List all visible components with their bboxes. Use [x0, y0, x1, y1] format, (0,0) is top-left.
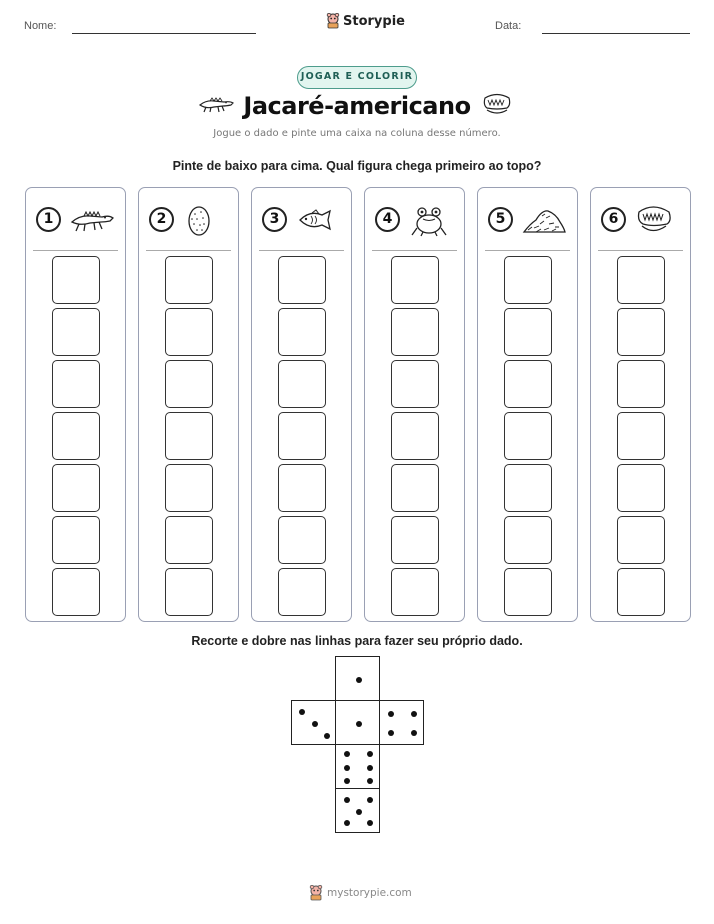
color-box[interactable]: [617, 256, 665, 304]
column-number: 3: [262, 207, 287, 232]
color-box[interactable]: [52, 568, 100, 616]
page-subtitle: Jogue o dado e pinte uma caixa na coluna desse número.: [213, 128, 501, 139]
column-divider: [259, 250, 344, 251]
die-pip: [356, 809, 362, 815]
column-5: [477, 187, 578, 622]
color-box[interactable]: [278, 568, 326, 616]
name-label: Nome:: [24, 20, 57, 32]
die-pip: [344, 765, 350, 771]
column-number: 6: [601, 207, 626, 232]
die-pip: [344, 797, 350, 803]
die-face-top: [335, 656, 380, 701]
column-4: [364, 187, 465, 622]
columns-grid: [25, 187, 691, 622]
jaws-icon: [482, 92, 512, 118]
color-box[interactable]: [391, 360, 439, 408]
column-divider: [372, 250, 457, 251]
color-box[interactable]: [391, 568, 439, 616]
name-line: [72, 33, 256, 34]
column-number: 1: [36, 207, 61, 232]
color-box[interactable]: [52, 412, 100, 460]
die-pip: [312, 721, 318, 727]
die-pip: [367, 751, 373, 757]
die-pip: [324, 733, 330, 739]
column-number: 5: [488, 207, 513, 232]
page-title: Jacaré-americano: [243, 92, 471, 120]
color-box[interactable]: [52, 360, 100, 408]
column-3: [251, 187, 352, 622]
color-box[interactable]: [278, 256, 326, 304]
die-pip: [344, 751, 350, 757]
color-box[interactable]: [165, 516, 213, 564]
die-face-bottom: [335, 788, 380, 833]
color-box[interactable]: [165, 568, 213, 616]
die-pip: [344, 778, 350, 784]
color-box[interactable]: [504, 464, 552, 512]
die-pip: [367, 765, 373, 771]
date-line: [542, 33, 690, 34]
color-box[interactable]: [391, 308, 439, 356]
die-pip: [344, 820, 350, 826]
nest-icon: [522, 202, 566, 238]
die-pip: [367, 797, 373, 803]
column-divider: [485, 250, 570, 251]
column-number: 2: [149, 207, 174, 232]
color-box[interactable]: [617, 308, 665, 356]
color-box[interactable]: [617, 568, 665, 616]
die-face-center: [335, 700, 380, 745]
pie-mascot-icon: [326, 13, 340, 29]
frog-icon: [409, 202, 453, 238]
color-box[interactable]: [165, 308, 213, 356]
color-box[interactable]: [165, 464, 213, 512]
die-pip: [411, 711, 417, 717]
column-6: [590, 187, 691, 622]
color-box[interactable]: [504, 568, 552, 616]
cut-instruction: Recorte e dobre nas linhas para fazer seu próprio dado.: [191, 634, 523, 648]
fish-icon: [296, 202, 340, 238]
die-pip: [299, 709, 305, 715]
die-pip: [367, 820, 373, 826]
die-pip: [356, 721, 362, 727]
die-face-left: [291, 700, 336, 745]
die-face-right: [379, 700, 424, 745]
column-1: [25, 187, 126, 622]
color-box[interactable]: [278, 308, 326, 356]
color-box[interactable]: [391, 256, 439, 304]
egg-icon: [183, 202, 227, 238]
color-box[interactable]: [504, 516, 552, 564]
die-pip: [411, 730, 417, 736]
color-box[interactable]: [391, 412, 439, 460]
color-box[interactable]: [504, 308, 552, 356]
die-pip: [367, 778, 373, 784]
die-pip: [356, 677, 362, 683]
color-box[interactable]: [278, 360, 326, 408]
color-box[interactable]: [52, 464, 100, 512]
brand-name: Storypie: [343, 13, 405, 29]
footer-url: mystorypie.com: [327, 887, 412, 899]
column-number: 4: [375, 207, 400, 232]
color-box[interactable]: [617, 360, 665, 408]
color-box[interactable]: [52, 256, 100, 304]
die-face-lower: [335, 744, 380, 789]
color-box[interactable]: [278, 464, 326, 512]
color-box[interactable]: [617, 516, 665, 564]
column-divider: [598, 250, 683, 251]
date-label: Data:: [495, 20, 522, 32]
color-box[interactable]: [278, 516, 326, 564]
column-2: [138, 187, 239, 622]
die-pip: [388, 711, 394, 717]
color-box[interactable]: [52, 516, 100, 564]
color-box[interactable]: [504, 256, 552, 304]
column-divider: [33, 250, 118, 251]
color-box[interactable]: [391, 516, 439, 564]
color-box[interactable]: [52, 308, 100, 356]
jaws-icon: [635, 202, 679, 238]
color-box[interactable]: [617, 412, 665, 460]
instruction-text: Pinte de baixo para cima. Qual figura chega primeiro ao topo?: [172, 159, 542, 173]
activity-badge: JOGAR E COLORIR: [297, 66, 417, 89]
color-box[interactable]: [165, 412, 213, 460]
color-box[interactable]: [391, 464, 439, 512]
pie-mascot-icon: [309, 885, 323, 901]
brand-logo: [326, 13, 405, 29]
color-box[interactable]: [504, 412, 552, 460]
column-divider: [146, 250, 231, 251]
color-box[interactable]: [165, 256, 213, 304]
color-box[interactable]: [617, 464, 665, 512]
alligator-icon: [70, 202, 114, 238]
die-pip: [388, 730, 394, 736]
color-box[interactable]: [504, 360, 552, 408]
color-box[interactable]: [165, 360, 213, 408]
footer: [309, 885, 412, 901]
color-box[interactable]: [278, 412, 326, 460]
